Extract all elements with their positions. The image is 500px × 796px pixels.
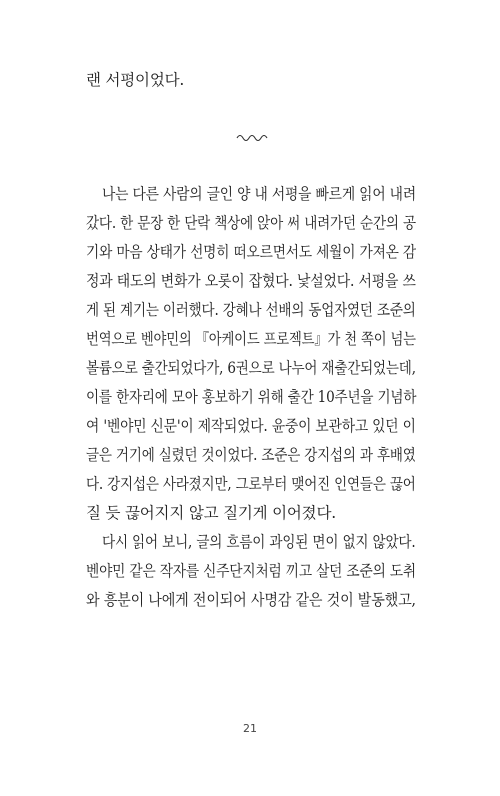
paragraph-1-line-11: 다. 강지섭은 사라졌지만, 그로부터 맺어진 인연들은 끊어 xyxy=(86,475,416,493)
paragraph-1-line-3: 기와 마음 상태가 선명히 떠오르면서도 세월이 가져온 감 xyxy=(86,243,416,261)
paragraph-1-line-10: 글은 거기에 실렸던 것이었다. 조준은 강지섭의 과 후배였 xyxy=(86,446,416,464)
paragraph-1-line-4: 정과 태도의 변화가 오롯이 잡혔다. 낯설었다. 서평을 쓰 xyxy=(86,272,416,290)
paragraph-1-line-12: 질 듯 끊어지지 않고 질기게 이어졌다. xyxy=(86,504,336,522)
lead-line: 랜 서평이었다. xyxy=(86,71,185,89)
page-number: 21 xyxy=(243,722,257,735)
section-divider-wave-icon xyxy=(236,132,268,142)
paragraph-1-line-1: 나는 다른 사람의 글인 양 내 서평을 빠르게 읽어 내려 xyxy=(102,185,416,203)
paragraph-2-line-3: 와 흥분이 나에게 전이되어 사명감 같은 것이 발동했고, xyxy=(86,591,416,609)
paragraph-2-line-2: 벤야민 같은 작자를 신주단지처럼 끼고 살던 조준의 도취 xyxy=(86,562,416,580)
paragraph-1-line-7: 볼륨으로 출간되었다가, 6권으로 나누어 재출간되었는데, xyxy=(86,359,416,377)
paragraph-1-line-6: 번역으로 벤야민의 『아케이드 프로젝트』가 천 쪽이 넘는 xyxy=(86,330,416,348)
paragraph-2-line-1: 다시 읽어 보니, 글의 흐름이 과잉된 면이 없지 않았다. xyxy=(102,533,416,551)
paragraph-1-line-5: 게 된 계기는 이러했다. 강혜나 선배의 동업자였던 조준의 xyxy=(86,301,416,319)
paragraph-1-line-8: 이를 한자리에 모아 홍보하기 위해 출간 10주년을 기념하 xyxy=(86,388,417,406)
paragraph-1-line-2: 갔다. 한 문장 한 단락 책상에 앉아 써 내려가던 순간의 공 xyxy=(86,214,416,232)
paragraph-1-line-9: 여 '벤야민 신문'이 제작되었다. 윤중이 보관하고 있던 이 xyxy=(86,417,416,435)
